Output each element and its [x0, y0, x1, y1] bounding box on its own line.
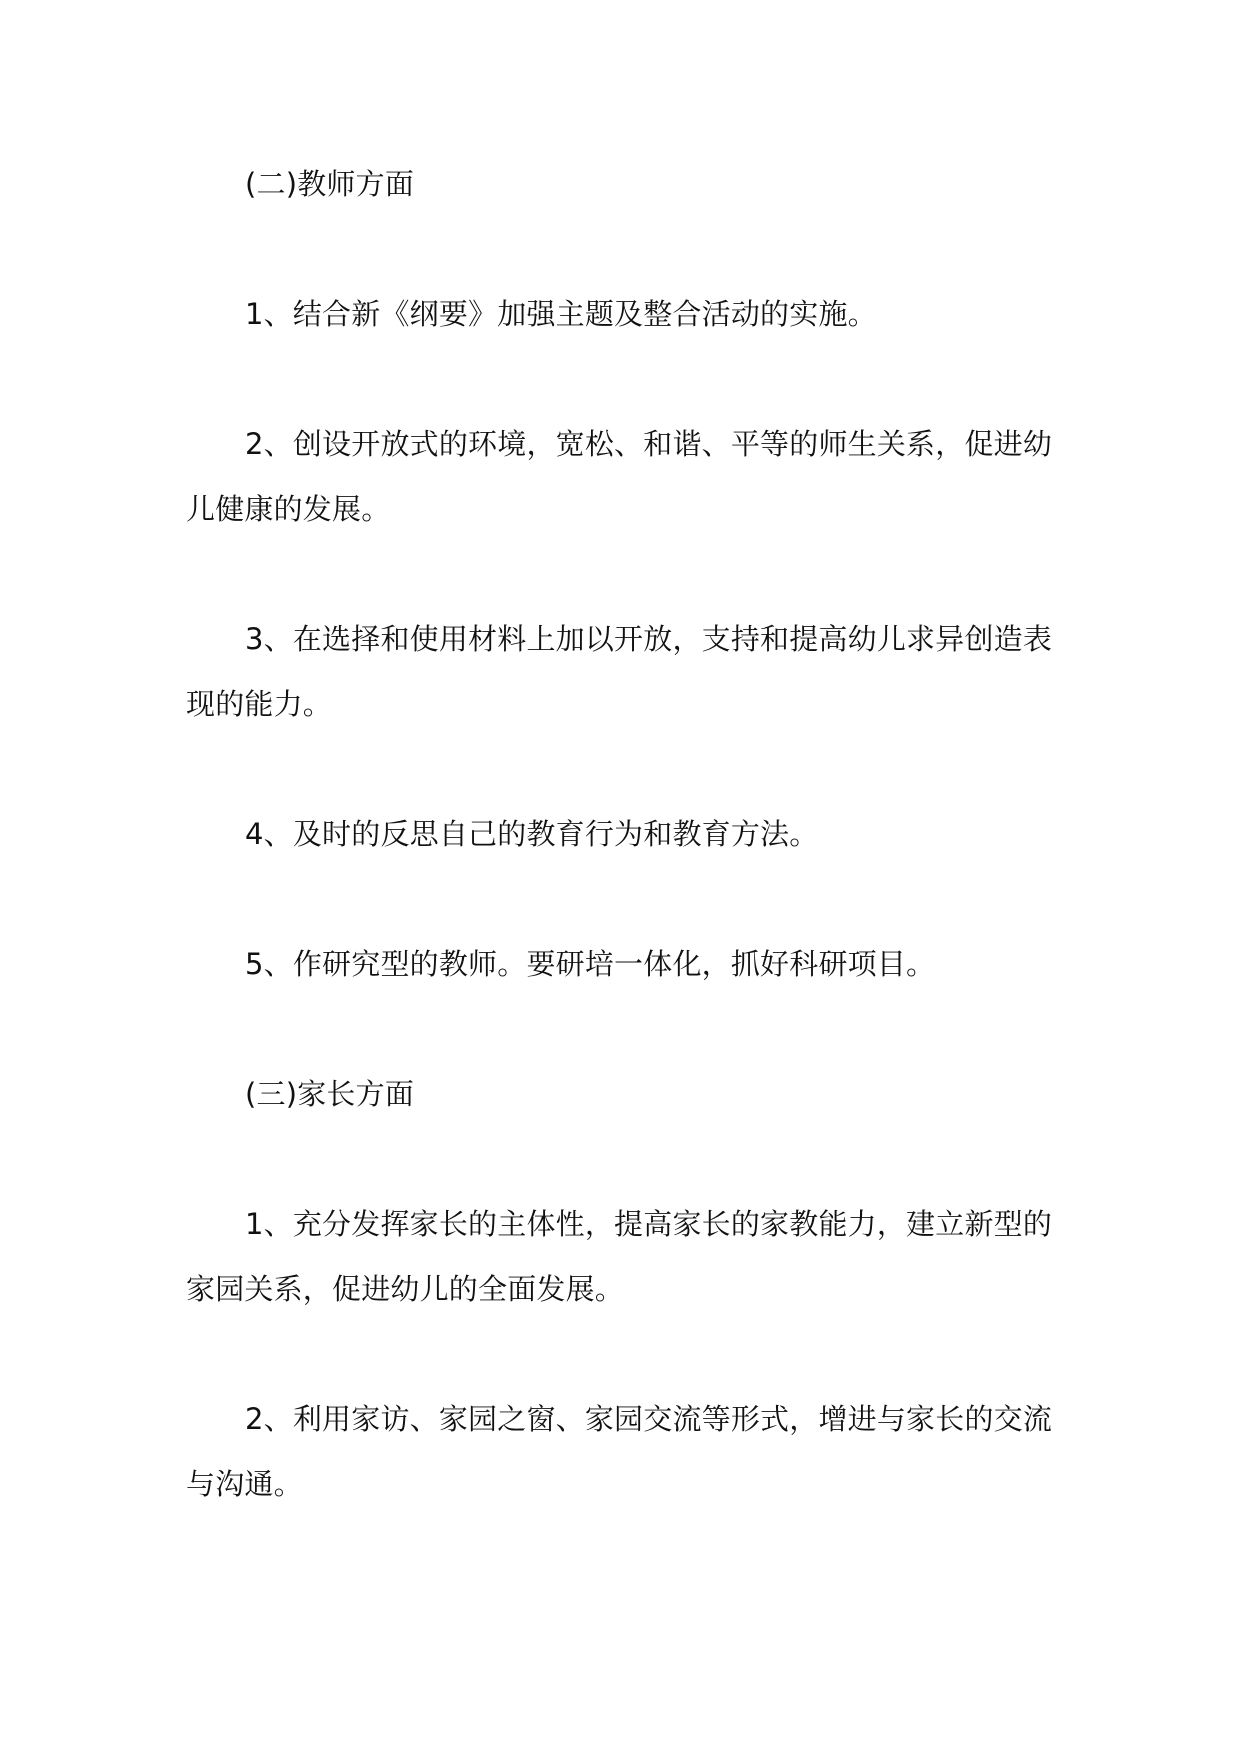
- teacher-item-5: 5、作研究型的教师。要研培一体化，抓好科研项目。: [245, 947, 936, 981]
- section-heading-parents: (三)家长方面: [245, 1077, 415, 1111]
- parent-item-1: 1、充分发挥家长的主体性，提高家长的家教能力，建立新型的家园关系，促进幼儿的全面发展。: [186, 1207, 1053, 1306]
- section-heading-teachers: (二)教师方面: [245, 167, 415, 201]
- teacher-item-3: 3、在选择和使用材料上加以开放，支持和提高幼儿求异创造表现的能力。: [186, 622, 1053, 721]
- teacher-item-1: 1、结合新《纲要》加强主题及整合活动的实施。: [245, 297, 877, 331]
- teacher-item-2: 2、创设开放式的环境，宽松、和谐、平等的师生关系，促进幼儿健康的发展。: [186, 427, 1053, 526]
- teacher-item-4: 4、及时的反思自己的教育行为和教育方法。: [245, 817, 819, 851]
- parent-item-2: 2、利用家访、家园之窗、家园交流等形式，增进与家长的交流与沟通。: [186, 1402, 1053, 1501]
